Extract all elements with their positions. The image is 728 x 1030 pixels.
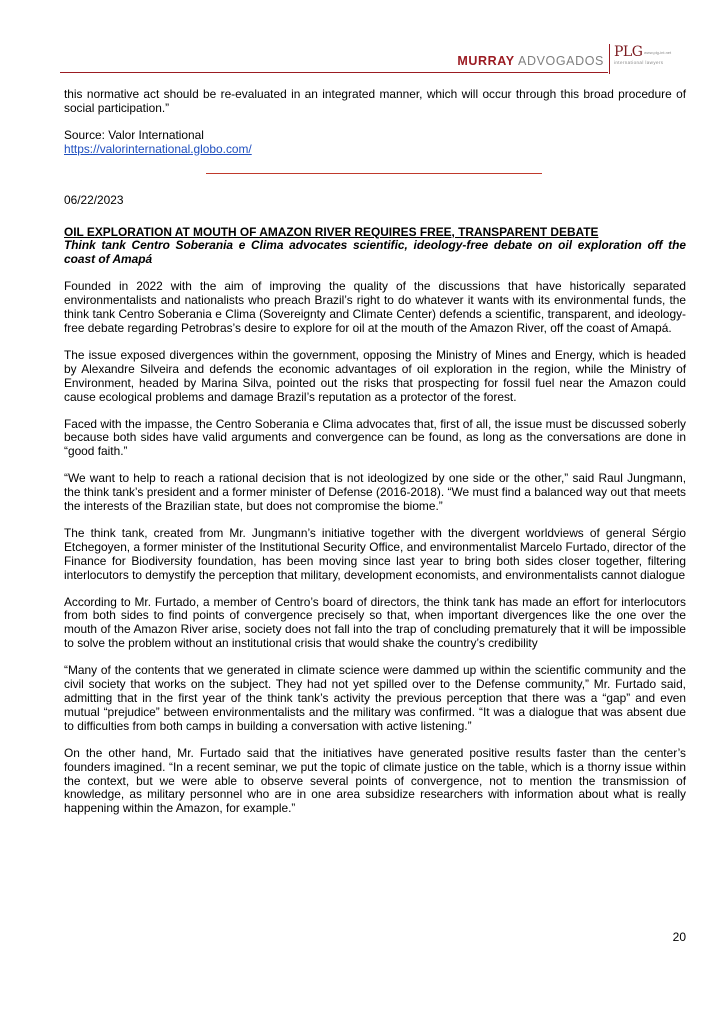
article-paragraph: The issue exposed divergences within the government, opposing the Ministry of Mines and Energy, which is headed by Alexandre Silveira and defends the economic advantages of oil exploration in the region, while the Ministry of Environment, headed by Marina Silva, pointed out the risks that prospecting for fossil fuel near the Amazon could cause ecological problems and damage Brazil’s reputation as a protector of the forest. [64,347,686,404]
source-link[interactable]: https://valorinternational.globo.com/ [64,141,252,156]
article-paragraph: Faced with the impasse, the Centro Soberania e Clima advocates that, first of all, the issue must be discussed soberly because both sides have valid arguments and convergence can be found, as long as the conversations are done in “good faith.” [64,416,686,459]
brand-advogados: ADVOGADOS [514,54,604,68]
article-paragraph: According to Mr. Furtado, a member of Centro’s board of directors, the think tank has made an effort for interlocutors from both sides to find points of convergence precisely so that, when important divergences like the one over the mouth of the Amazon River arise, society does not fall into the trap of concluding prematurely that it will be impossible to solve the problem without an institutional crisis that would shake the country’s credibility [64,594,686,651]
header-divider [609,44,610,74]
brand-murray: MURRAY [457,54,515,68]
plg-logo [614,44,684,70]
plg-url: www.plg-int.net [644,50,672,55]
article-subtitle: Think tank Centro Soberania e Clima advocates scientific, ideology-free debate on oil exploration off the coast of Amapá [64,238,686,267]
page-content [64,88,686,816]
brand-wordmark [457,54,604,68]
article-paragraph: Founded in 2022 with the aim of improving the quality of the discussions that have historically separated environmentalists and nationalists who preach Brazil’s right to do whatever it wants with its environmental funds, the think tank Centro Soberania e Clima (Sovereignty and Climate Center) defends a scientific, transparent, and ideology-free debate regarding Petrobras’s desire to explore for oil at the mouth of the Amazon River, off the coast of Amapá. [64,279,686,335]
article-paragraph: “We want to help to reach a rational decision that is not ideologized by one side or the other,” said Raul Jungmann, the think tank’s president and a former minister of Defense (2016-2018). “We must find a balanced way out that meets the interests of the Brazilian state, but does not compromise the biome.” [64,471,686,514]
continuation-paragraph: this normative act should be re-evaluated in an integrated manner, which will occur through this broad procedure of social participation.” [64,87,686,115]
page-number: 20 [672,930,686,944]
article-title: OIL EXPLORATION AT MOUTH OF AMAZON RIVER REQUIRES FREE, TRANSPARENT DEBATE [64,224,599,239]
source-label: Source: Valor International [64,127,204,142]
page-header [0,0,728,80]
article-paragraph: On the other hand, Mr. Furtado said that the initiatives have generated positive results faster than the center’s founders imagined. “In a recent seminar, we put the topic of climate justice on the table, which is a thorny issue within the context, but we were able to observe several points of convergence, not to mention the transmission of knowledge, as military personnel who are in one area subsidize researchers with information about what is really happening within the Amazon, for example.” [64,745,686,816]
plg-logo-mark: PLG [614,44,643,60]
article-paragraph: The think tank, created from Mr. Jungmann’s initiative together with the divergent worldviews of general Sérgio Etchegoyen, a former minister of the Institutional Security Office, and environmentalist Marcelo Furtado, director of the Finance for Biodiversity foundation, has been moving since last year to bring both sides closer together, filtering interlocutors to demystify the perception that military, development economists, and environmentalists cannot dialogue [64,525,686,582]
article-paragraph: “Many of the contents that we generated in climate science were dammed up within the scientific community and the civil society that works on the subject. They had not yet spilled over to the Defense community,” Mr. Furtado said, admitting that in the first year of the think tank’s activity the previous perception that there was a “gap” and even mutual “prejudice” between environmentalists and the military was confirmed. “It was a dialogue that was absent due to difficulties from both camps in building a conversation with active listening.” [64,663,686,733]
article-date: 06/22/2023 [64,192,124,207]
plg-tagline: international lawyers [614,60,664,65]
header-rule [60,72,608,73]
